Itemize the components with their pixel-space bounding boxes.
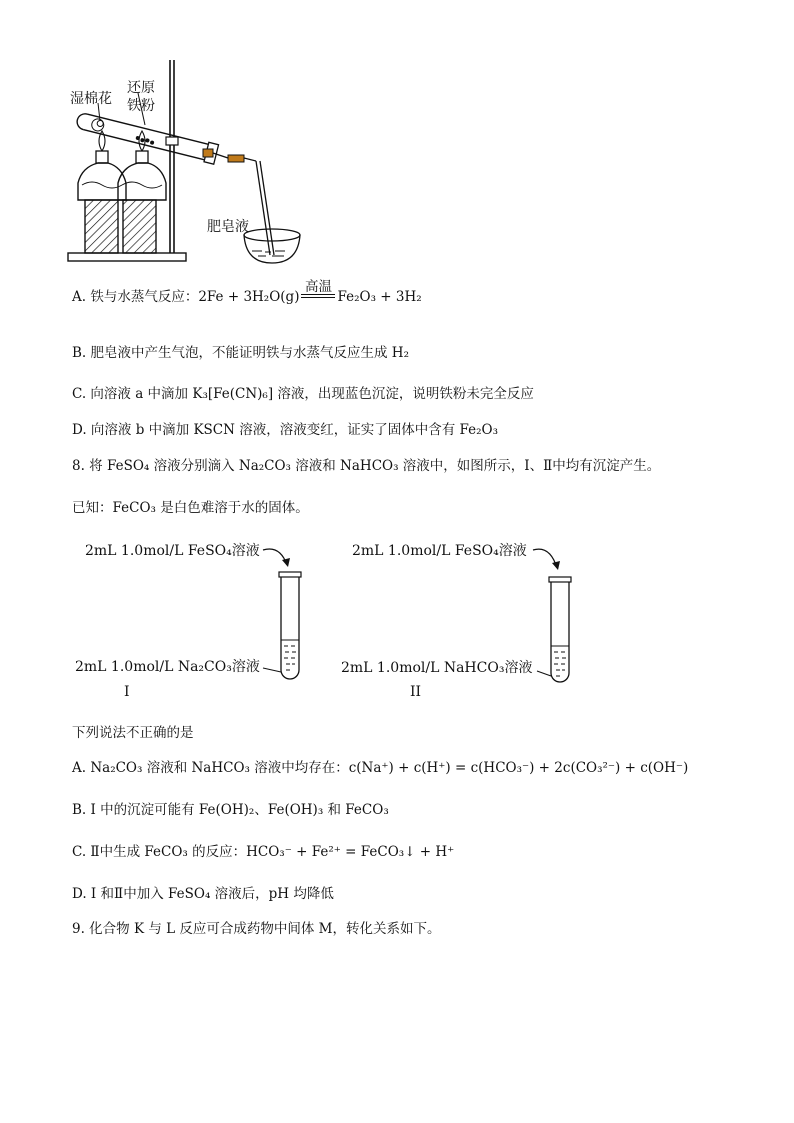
- option-c-q7: C. 向溶液 a 中滴加 K₃[Fe(CN)₆] 溶液，出现蓝色沉淀，说明铁粉未完全反应: [72, 386, 534, 402]
- option-c-q8: C. Ⅱ中生成 FeCO₃ 的反应：HCO₃⁻ + Fe²⁺ = FeCO₃↓ + H⁺: [72, 844, 455, 860]
- option-a-q7: [72, 279, 422, 308]
- label-wet-cotton: 湿棉花: [70, 91, 112, 107]
- tube-2-roman-label: II: [410, 684, 422, 700]
- option-d-q7: D. 向溶液 b 中滴加 KSCN 溶液，溶液变红，证实了固体中含有 Fe₂O₃: [72, 422, 499, 438]
- option-a-q8: A. Na₂CO₃ 溶液和 NaHCO₃ 溶液中均存在：c(Na⁺) + c(H⁺) = c(HCO₃⁻) + 2c(CO₃²⁻) + c(OH⁻): [72, 760, 689, 776]
- option-b-q7: B. 肥皂液中产生气泡，不能证明铁与水蒸气反应生成 H₂: [72, 345, 409, 361]
- label-reduced-iron-2: 铁粉: [127, 98, 155, 114]
- option-b-q8: B. I 中的沉淀可能有 Fe(OH)₂、Fe(OH)₃ 和 FeCO₃: [72, 802, 389, 818]
- tube-2-top-label: 2mL 1.0mol/L FeSO₄溶液: [352, 543, 527, 559]
- tube-1-bottom-label: 2mL 1.0mol/L Na₂CO₃溶液: [75, 659, 260, 675]
- option-a-q7-prefix: A. 铁与水蒸气反应：: [72, 289, 199, 305]
- question-8-stem: 8. 将 FeSO₄ 溶液分别滴入 Na₂CO₃ 溶液和 NaHCO₃ 溶液中，如图所示，Ⅰ、Ⅱ中均有沉淀产生。: [72, 458, 661, 474]
- question-8-known: 已知：FeCO₃ 是白色难溶于水的固体。: [72, 500, 309, 516]
- label-reduced-iron-1: 还原: [127, 80, 155, 96]
- equation-left: 2Fe + 3H₂O(g): [198, 289, 300, 305]
- tube-1-top-label: 2mL 1.0mol/L FeSO₄溶液: [85, 543, 260, 559]
- question-9-stem: 9. 化合物 K 与 L 反应可合成药物中间体 M，转化关系如下。: [72, 921, 441, 937]
- option-d-q8: D. I 和Ⅱ中加入 FeSO₄ 溶液后，pH 均降低: [72, 886, 334, 902]
- question-8-prompt: 下列说法不正确的是: [72, 725, 194, 741]
- equation-right: Fe₂O₃ + 3H₂: [337, 289, 422, 305]
- label-soap-solution: 肥皂液: [207, 219, 249, 235]
- tube-1-figure: [255, 540, 315, 690]
- tube-2-bottom-label: 2mL 1.0mol/L NaHCO₃溶液: [341, 660, 533, 676]
- condition-high-temp: 高温: [301, 280, 335, 298]
- tube-1-roman-label: I: [124, 684, 130, 700]
- tube-2-figure: [525, 540, 585, 690]
